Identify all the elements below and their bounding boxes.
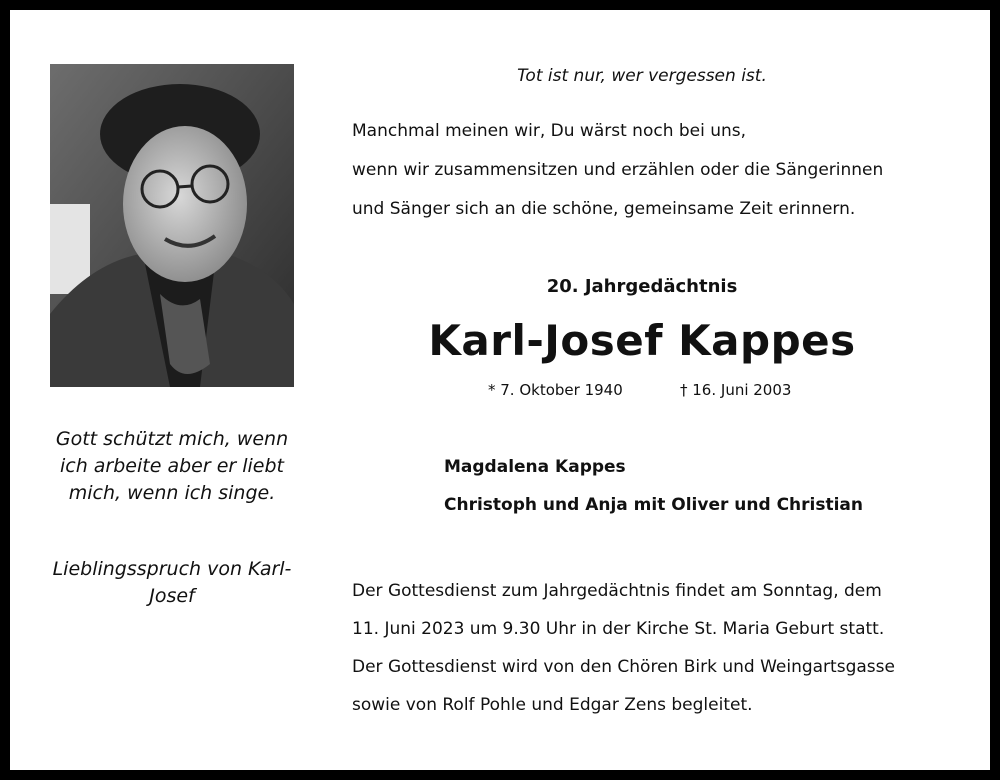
- service-line: Der Gottesdienst wird von den Chören Birk und Weingartsgasse: [352, 657, 895, 677]
- service-line: 11. Juni 2023 um 9.30 Uhr in der Kirche St. Maria Geburt statt.: [352, 619, 885, 639]
- memorial-text-line: Manchmal meinen wir, Du wärst noch bei uns,: [352, 121, 747, 141]
- mourners: [444, 454, 944, 530]
- mourner-line: Christoph und Anja mit Oliver und Christian: [444, 495, 864, 515]
- portrait-photo: [50, 64, 294, 387]
- service-notice: [352, 578, 972, 730]
- favorite-saying: Gott schützt mich, wenn ich arbeite aber er liebt mich, wenn ich singe.: [55, 428, 289, 504]
- memorial-text: [352, 118, 952, 235]
- mourner-line: Magdalena Kappes: [444, 457, 626, 477]
- deceased-name: Karl-Josef Kappes: [428, 316, 856, 365]
- birth-date: * 7. Oktober 1940: [488, 381, 623, 399]
- motto: Tot ist nur, wer vergessen ist.: [517, 66, 767, 86]
- obituary-card: [10, 10, 990, 770]
- memorial-text-line: wenn wir zusammensitzen und erzählen oder die Sängerinnen: [352, 160, 884, 180]
- service-line: sowie von Rolf Pohle und Edgar Zens begleitet.: [352, 695, 753, 715]
- service-line: Der Gottesdienst zum Jahrgedächtnis findet am Sonntag, dem: [352, 581, 882, 601]
- anniversary-heading: 20. Jahrgedächtnis: [546, 276, 738, 297]
- memorial-text-line: und Sänger sich an die schöne, gemeinsame Zeit erinnern.: [352, 199, 856, 219]
- death-date: † 16. Juni 2003: [680, 381, 792, 399]
- saying-attribution: Lieblingsspruch von Karl-Josef: [52, 558, 292, 607]
